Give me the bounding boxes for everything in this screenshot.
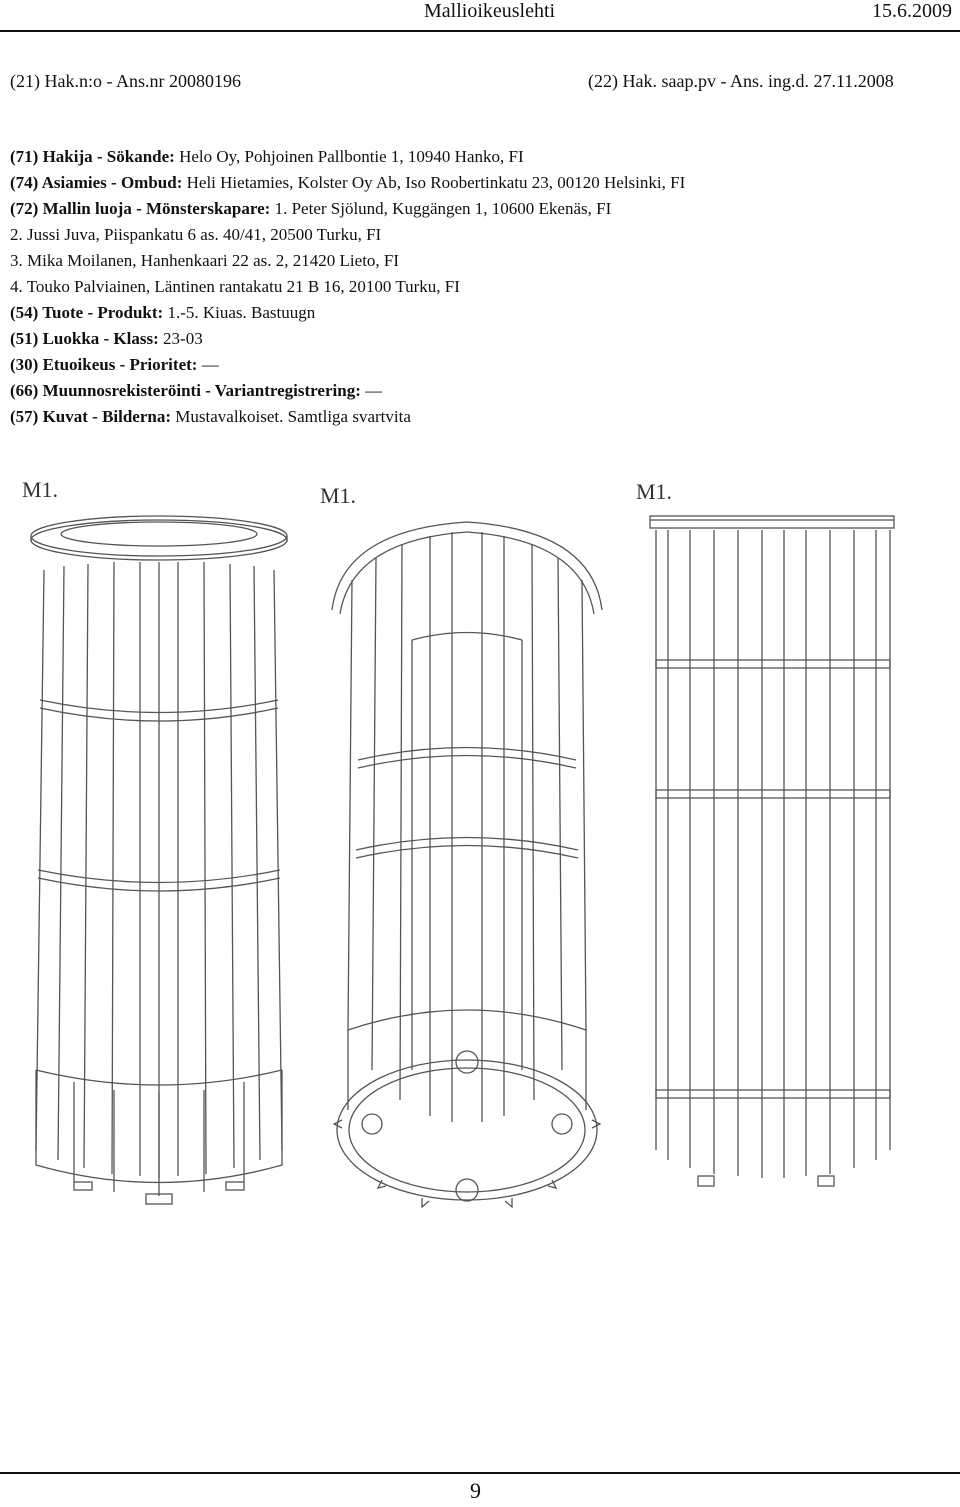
field-designer-4: 4. Touko Palviainen, Läntinen rantakatu 21 B 16, 20100 Turku, FI — [10, 277, 460, 296]
figure-2-label: M1. — [320, 483, 357, 508]
field-applicant: (71) Hakija - Sökande: Helo Oy, Pohjoinen Pallbontie 1, 10940 Hanko, FI — [10, 147, 524, 166]
field-images: (57) Kuvat - Bilderna: Mustavalkoiset. Samtliga svartvita — [10, 407, 411, 426]
field-designer-3: 3. Mika Moilanen, Hanhenkaari 22 as. 2, 21420 Lieto, FI — [10, 251, 400, 270]
figure-1-drawing — [14, 510, 304, 1220]
figure-3-label: M1. — [636, 479, 673, 504]
field-agent: (74) Asiamies - Ombud: Heli Hietamies, Kolster Oy Ab, Iso Roobertinkatu 23, 00120 Helsinki, FI — [10, 173, 686, 192]
page-number: 9 — [470, 1478, 481, 1503]
application-filing-date: (22) Hak. saap.pv - Ans. ing.d. 27.11.2008 — [588, 71, 894, 91]
field-product: (54) Tuote - Produkt: 1.-5. Kiuas. Bastuugn — [10, 303, 316, 322]
field-designer: (72) Mallin luoja - Mönsterskapare: 1. Peter Sjölund, Kuggängen 1, 10600 Ekenäs, FI — [10, 199, 612, 218]
figure-1-label: M1. — [22, 477, 59, 502]
field-variant: (66) Muunnosrekisteröinti - Variantregistrering: — — [10, 381, 383, 400]
application-number: (21) Hak.n:o - Ans.nr 20080196 — [10, 71, 241, 91]
field-class: (51) Luokka - Klass: 23-03 — [10, 329, 203, 348]
registration-fields — [10, 144, 950, 430]
figure-3-drawing — [634, 510, 934, 1220]
publication-title: Mallioikeuslehti — [424, 0, 556, 22]
page-header — [0, 0, 960, 36]
figure-2-drawing — [312, 510, 622, 1220]
publication-date: 15.6.2009 — [872, 0, 952, 22]
field-priority: (30) Etuoikeus - Prioritet: — — [10, 355, 219, 374]
design-figures — [0, 470, 960, 1220]
field-designer-2: 2. Jussi Juva, Piispankatu 6 as. 40/41, 20500 Turku, FI — [10, 225, 382, 244]
footer-rule — [0, 1472, 960, 1474]
header-rule — [0, 30, 960, 32]
